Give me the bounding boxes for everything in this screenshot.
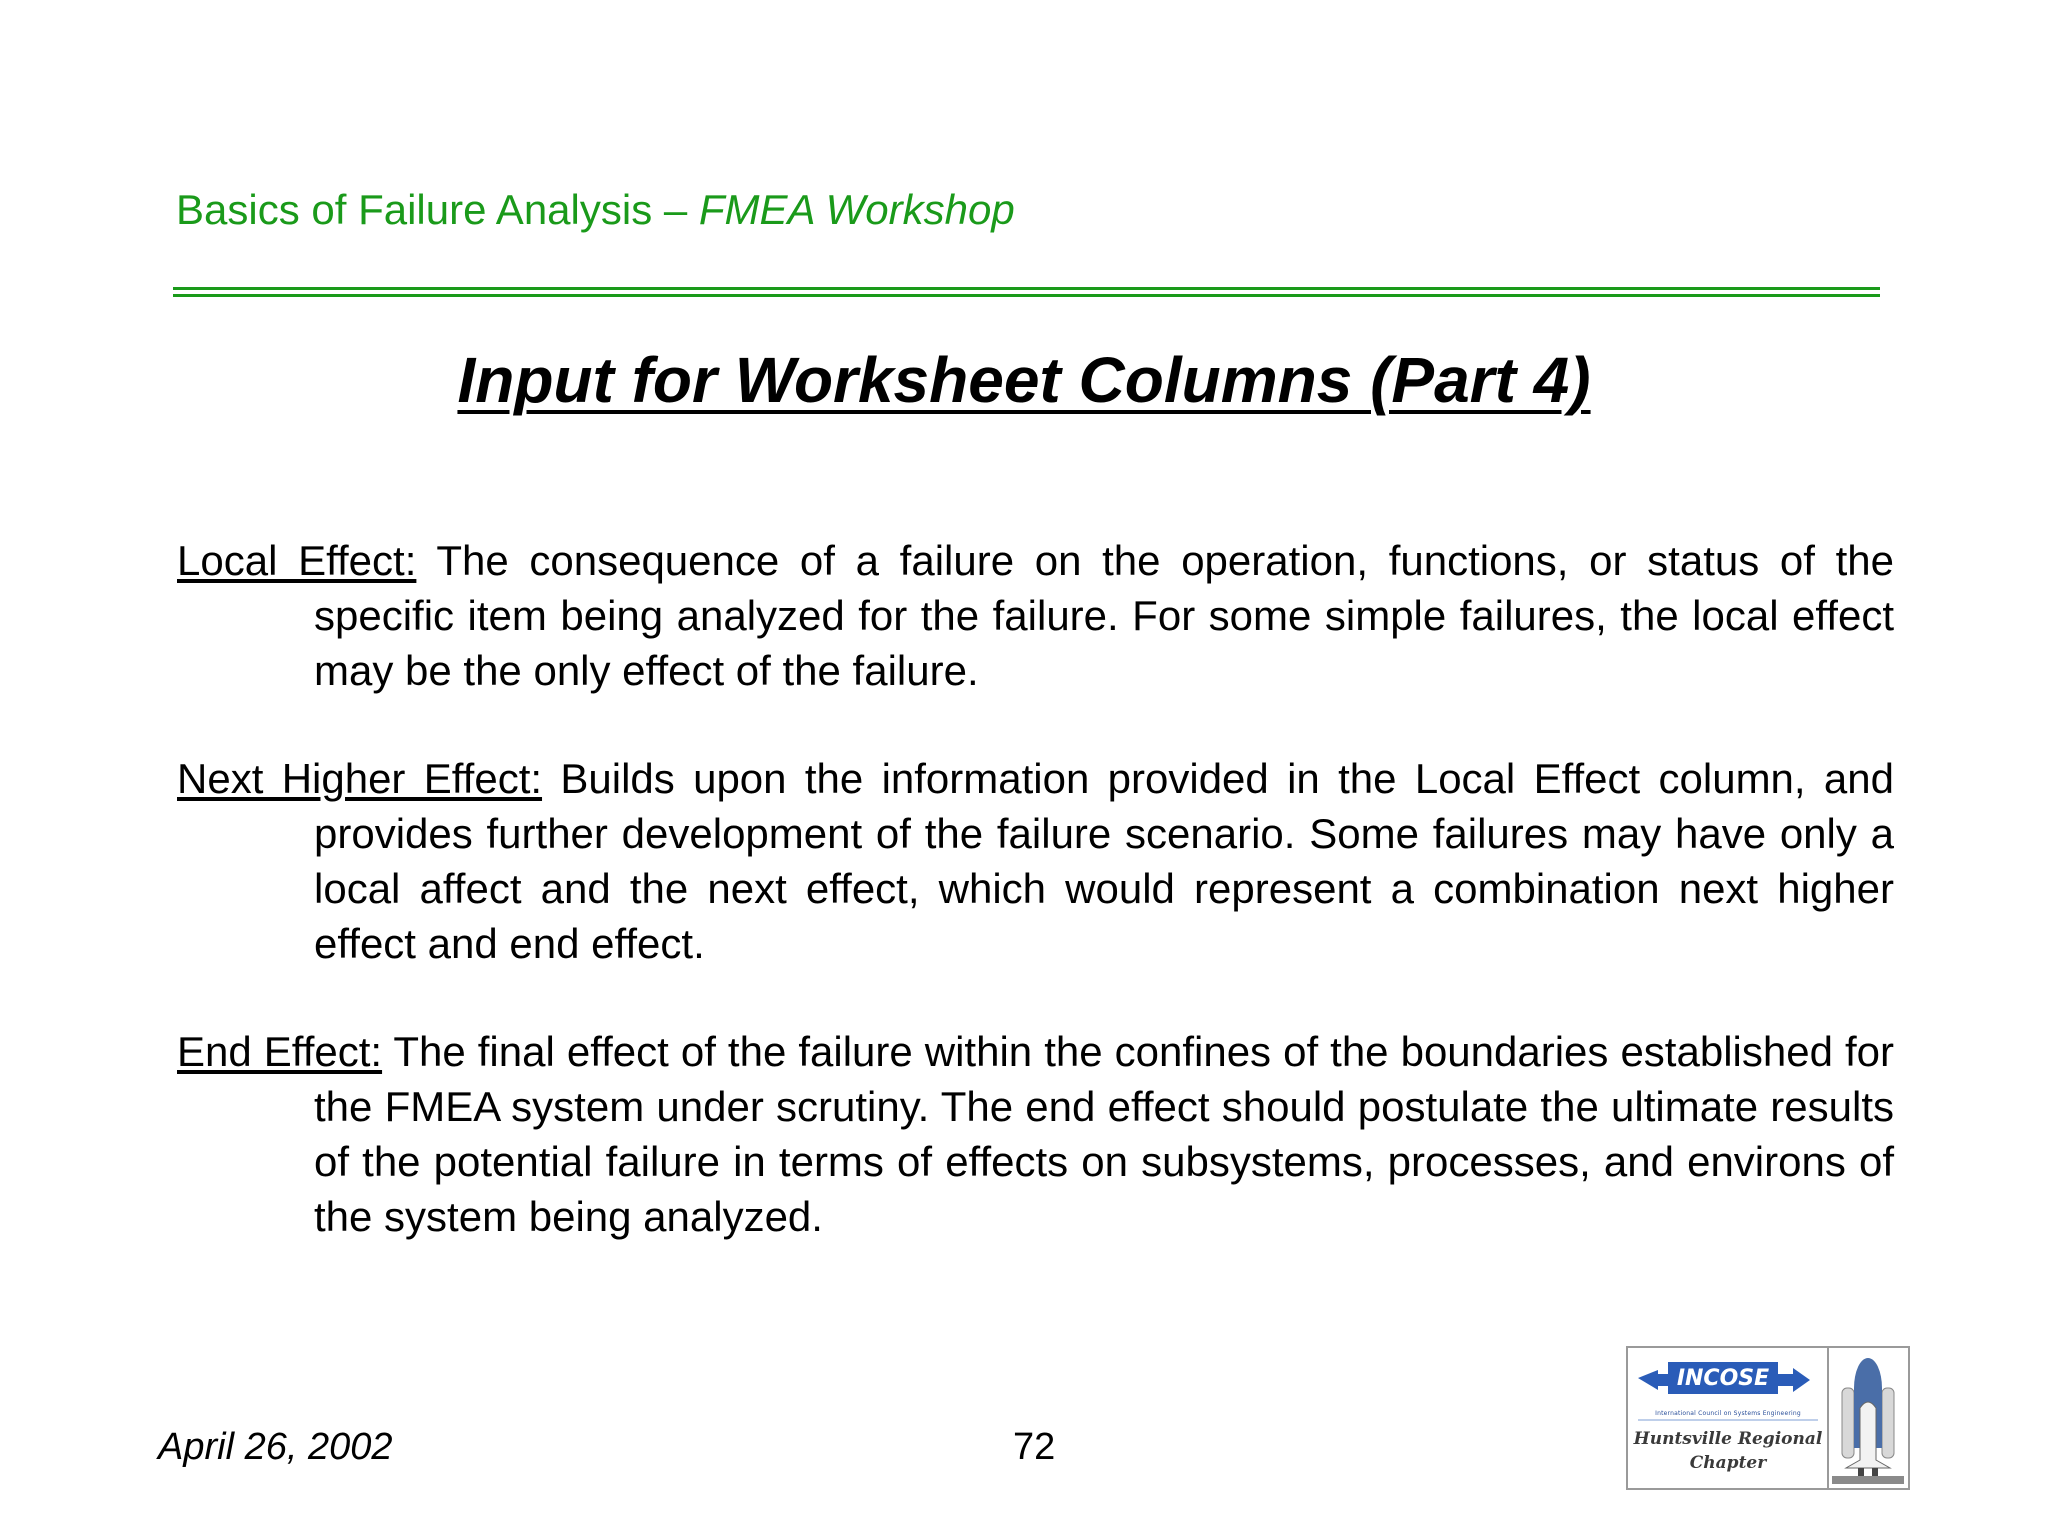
header-prefix: Basics of Failure Analysis –	[176, 186, 699, 233]
logo-council-name: International Council on Systems Engineering	[1655, 1410, 1801, 1417]
space-shuttle-icon	[1832, 1358, 1904, 1484]
definition-end-effect	[177, 1024, 1894, 1244]
incose-chapter-logo	[1626, 1346, 1910, 1490]
slide-header	[176, 186, 1015, 234]
slide-title: Input for Worksheet Columns (Part 4)	[457, 344, 1591, 416]
definition-term: Local Effect:	[177, 537, 417, 584]
definition-text: The consequence of a failure on the operation, functions, or status of the specific item being analyzed for the failure. For some simple failures, the local effect may be the only effect of the failure.	[314, 537, 1894, 694]
footer-date: April 26, 2002	[158, 1426, 393, 1468]
header-workshop: FMEA Workshop	[698, 186, 1015, 233]
definition-local-effect	[177, 533, 1894, 698]
definition-text: Builds upon the information provided in the Local Effect column, and provides further development of the failure scenario. Some failures may have only a local affect and the next effect, which would represent a combination next higher effect and end effect.	[314, 755, 1894, 967]
definition-next-higher-effect	[177, 751, 1894, 971]
header-divider-bottom	[173, 294, 1880, 297]
definition-term: Next Higher Effect:	[177, 755, 543, 802]
logo-org-name: INCOSE	[1676, 1366, 1770, 1391]
logo-chapter-line1: Huntsville Regional	[1633, 1429, 1823, 1449]
definition-term: End Effect:	[177, 1028, 383, 1075]
logo-chapter-line2: Chapter	[1689, 1453, 1767, 1473]
page-number: 72	[1013, 1426, 1056, 1468]
header-divider-top	[173, 287, 1880, 290]
definition-text: The final effect of the failure within the confines of the boundaries established for the FMEA system under scrutiny. The end effect should postulate the ultimate results of the potential failure in terms of effects on subsystems, processes, and environs of the system being analyzed.	[314, 1028, 1894, 1240]
